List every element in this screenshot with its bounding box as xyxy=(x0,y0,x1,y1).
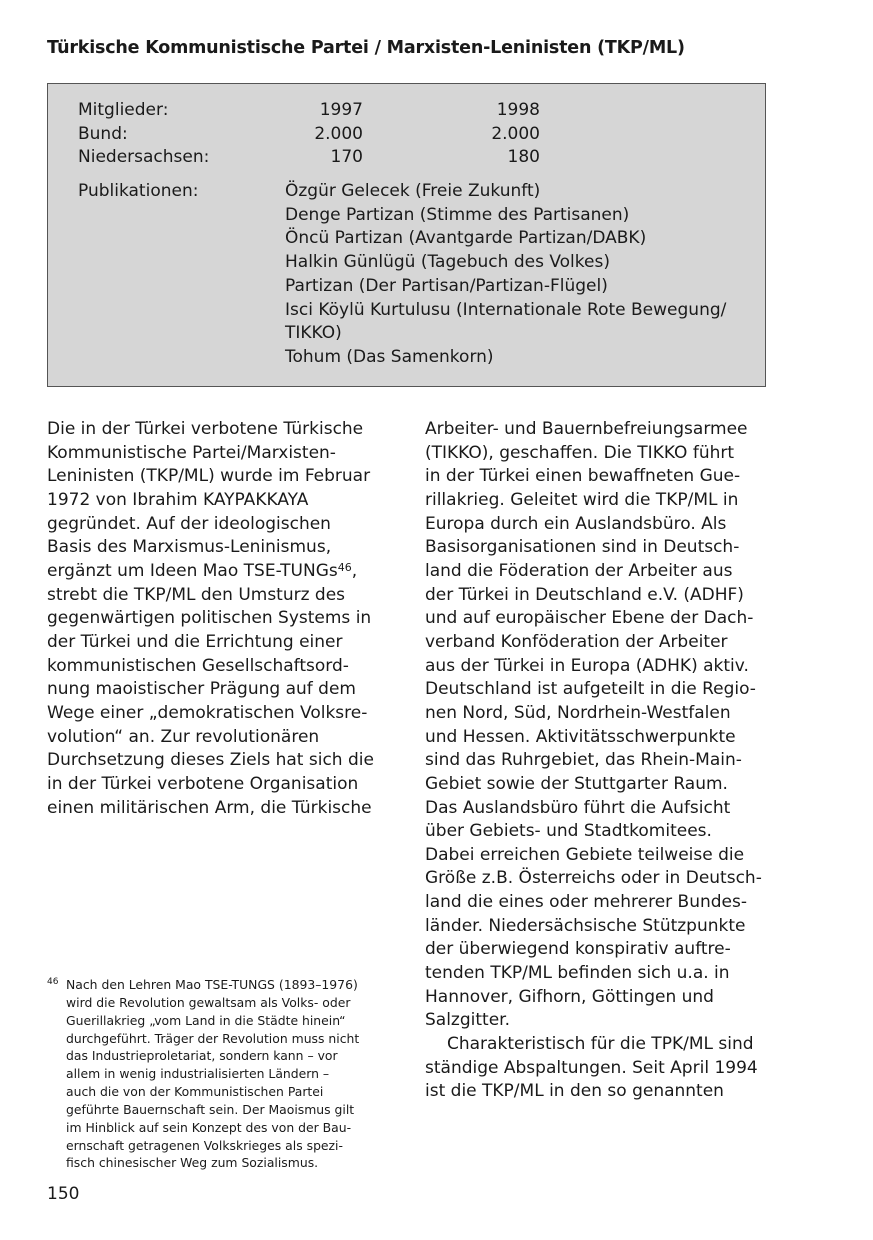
text-line: gegründet. Auf der ideologischen xyxy=(47,513,331,534)
footnote-line: wird die Revolution gewaltsam als Volks- oder xyxy=(66,994,351,1010)
text-line: Wege einer „demokratischen Volksre- xyxy=(47,702,368,723)
publication-item: Isci Köylü Kurtulusu (Internationale Rote Bewegung/ xyxy=(285,299,727,320)
text-line: tenden TKP/ML befinden sich u.a. in xyxy=(425,963,730,984)
footnote-line: im Hinblick auf sein Konzept des von der Bau- xyxy=(66,1119,352,1135)
text-line: Größe z.B. Österreichs oder in Deutsch- xyxy=(425,868,762,889)
text-line: verband Konföderation der Arbeiter xyxy=(425,631,728,652)
text-line: nung maoistischer Prägung auf dem xyxy=(47,679,356,700)
text-line: strebt die TKP/ML den Umsturz des xyxy=(47,584,346,605)
publication-item: Denge Partizan (Stimme des Partisanen) xyxy=(285,204,630,225)
text-line: Durchsetzung dieses Ziels hat sich die xyxy=(47,750,374,771)
value-1998: 180 xyxy=(507,147,540,168)
body-column-right xyxy=(425,418,770,1104)
text-line: Leninisten (TKP/ML) wurde im Februar xyxy=(47,466,371,487)
text-line: Gebiet sowie der Stuttgarter Raum. xyxy=(425,773,728,794)
publication-item: Halkin Günlügü (Tagebuch des Volkes) xyxy=(285,252,610,273)
text-line: sind das Ruhrgebiet, das Rhein-Main- xyxy=(425,750,742,771)
text-line: länder. Niedersächsische Stützpunkte xyxy=(425,915,746,936)
footnote-line: auch die von der Kommunistischen Partei xyxy=(66,1084,324,1100)
footnote-text xyxy=(66,976,396,1172)
publication-item: TIKKO) xyxy=(285,323,342,344)
text-line-with-footnote-ref xyxy=(47,560,392,584)
text-line: Die in der Türkei verbotene Türkische xyxy=(47,419,364,439)
text-line: Kommunistische Partei/Marxisten- xyxy=(47,442,336,463)
footnote-line: allem in wenig industrialisierten Ländern – xyxy=(66,1066,330,1082)
text-line: aus der Türkei in Europa (ADHK) aktiv. xyxy=(425,655,749,676)
text-line: der Türkei in Deutschland e.V. (ADHF) xyxy=(425,584,744,605)
year-1997-header: 1997 xyxy=(319,100,363,120)
info-box xyxy=(47,83,766,387)
text-line: gegenwärtigen politischen Systems in xyxy=(47,608,372,629)
body-column-left xyxy=(47,418,392,820)
section-title: Türkische Kommunistische Partei / Marxisten-Leninisten (TKP/ML) xyxy=(47,38,685,58)
year-1998-header: 1998 xyxy=(496,100,540,120)
text-line: land die eines oder mehrerer Bundes- xyxy=(425,892,747,913)
text-line: Salzgitter. xyxy=(425,1010,510,1031)
row-label: Niedersachsen: xyxy=(78,147,210,168)
publications-list xyxy=(285,180,755,370)
text-line: Basisorganisationen sind in Deutsch- xyxy=(425,537,740,558)
footnote-line: Nach den Lehren Mao TSE-TUNGS (1893–1976) xyxy=(66,977,358,992)
text-line: kommunistischen Gesellschaftsord- xyxy=(47,655,349,676)
footnote-line: durchgeführt. Träger der Revolution muss nicht xyxy=(66,1030,360,1046)
text-line: volution“ an. Zur revolutionären xyxy=(47,726,320,747)
text-line: 1972 von Ibrahim KAYPAKKAYA xyxy=(47,489,309,510)
text-line: einen militärischen Arm, die Türkische xyxy=(47,797,372,818)
footnote-line: das Industrieproletariat, sondern kann – vor xyxy=(66,1048,338,1064)
text-line: ständige Abspaltungen. Seit April 1994 xyxy=(425,1057,758,1078)
text-line: und auf europäischer Ebene der Dach- xyxy=(425,608,754,629)
publication-item: Tohum (Das Samenkorn) xyxy=(285,346,494,367)
text-line: rillakrieg. Geleitet wird die TKP/ML in xyxy=(425,489,739,510)
text-line: land die Föderation der Arbeiter aus xyxy=(425,560,733,581)
footnote-line: geführte Bauernschaft sein. Der Maoismus gilt xyxy=(66,1101,355,1117)
members-label: Mitglieder: xyxy=(78,100,169,120)
footnote-reference[interactable]: 46 xyxy=(337,560,352,574)
text-line: Deutschland ist aufgeteilt in die Regio- xyxy=(425,679,756,700)
text-line: in der Türkei verbotene Organisation xyxy=(47,773,359,794)
publications-label: Publikationen: xyxy=(78,181,199,201)
text-line: der Türkei und die Errichtung einer xyxy=(47,631,343,652)
text-line: Hannover, Gifhorn, Göttingen und xyxy=(425,986,714,1007)
text-line: Das Auslandsbüro führt die Aufsicht xyxy=(425,797,731,818)
publication-item: Öncü Partizan (Avantgarde Partizan/DABK) xyxy=(285,228,647,249)
row-label: Bund: xyxy=(78,123,128,144)
value-1998: 2.000 xyxy=(491,123,540,144)
value-1997: 2.000 xyxy=(314,123,363,144)
publication-item: Partizan (Der Partisan/Partizan-Flügel) xyxy=(285,275,608,296)
text-line: über Gebiets- und Stadtkomitees. xyxy=(425,821,712,842)
text-line: ist die TKP/ML in den so genannten xyxy=(425,1081,724,1102)
publication-item: Özgür Gelecek (Freie Zukunft) xyxy=(285,181,541,201)
text-line: in der Türkei einen bewaffneten Gue- xyxy=(425,466,741,487)
text-line: und Hessen. Aktivitätsschwerpunkte xyxy=(425,726,736,747)
footnote-number: 46 xyxy=(47,977,59,987)
text-line: Arbeiter- und Bauernbefreiungsarmee xyxy=(425,419,748,439)
text-line: Basis des Marxismus-Leninismus, xyxy=(47,537,332,558)
footnote-line: ernschaft getragenen Volkskrieges als spezi- xyxy=(66,1137,343,1153)
text-line: Europa durch ein Auslandsbüro. Als xyxy=(425,513,727,534)
text-line: Charakteristisch für die TPK/ML sind xyxy=(447,1034,754,1055)
text-line: der überwiegend konspirativ auftre- xyxy=(425,939,731,960)
text-line: (TIKKO), geschaffen. Die TIKKO führt xyxy=(425,442,735,463)
page-number: 150 xyxy=(47,1184,80,1204)
text-line: Dabei erreichen Gebiete teilweise die xyxy=(425,844,745,865)
text-line: nen Nord, Süd, Nordrhein-Westfalen xyxy=(425,702,731,723)
text-fragment: ergänzt um Ideen Mao TSE-TUNGs xyxy=(47,560,338,581)
value-1997: 170 xyxy=(330,147,363,168)
footnote-line: Guerillakrieg „vom Land in die Städte hinein“ xyxy=(66,1012,346,1028)
footnote-line: fisch chinesischer Weg zum Sozialismus. xyxy=(66,1155,319,1171)
text-fragment: , xyxy=(351,560,358,581)
